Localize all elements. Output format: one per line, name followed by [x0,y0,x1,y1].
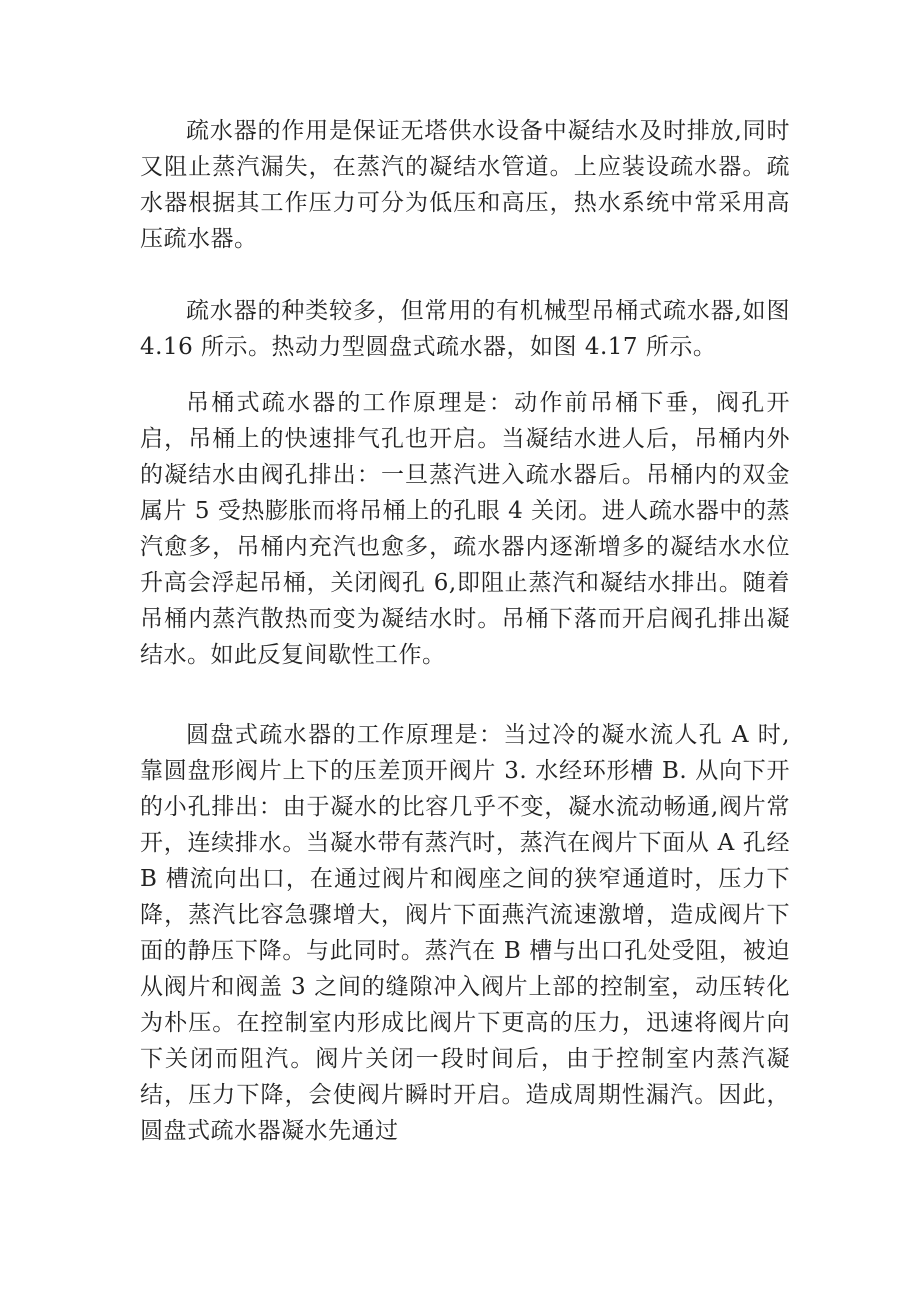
paragraph-steam-trap-types: 疏水器的种类较多，但常用的有机械型吊桶式疏水器,如图4.16 所示。热动力型圆盘式疏水器，如图 4.17 所示。 [140,298,790,360]
paragraph-bucket-trap-principle: 吊桶式疏水器的工作原理是：动作前吊桶下垂，阀孔开启，吊桶上的快速排气孔也开启。当凝结水进人后，吊桶内外的凝结水由阀孔排出：一旦蒸汽进入疏水器后。吊桶内的双金属片 5 受热膨胀而将吊桶上的孔眼 4 关闭。进人疏水器中的蒸汽愈多，吊桶内充汽也愈多，疏水器内逐渐增多的凝结水水位升高会浮起吊桶，关闭阀孔 6,即阻止蒸汽和凝结水排出。随着吊桶内蒸汽散热而变为凝结水时。吊桶下落而开启阀孔排出凝结水。如此反复间歇性工作。 [140,390,790,668]
paragraph-disc-trap-principle: 圆盘式疏水器的工作原理是：当过冷的凝水流人孔 A 时,靠圆盘形阀片上下的压差顶开阀片 3. 水经环形槽 B. 从向下开的小孔排出：由于凝水的比容几乎不变，凝水流动畅通,阀片常开，连续排水。当凝水带有蒸汽时，蒸汽在阀片下面从 A 孔经 B 槽流向出口，在通过阀片和阀座之间的狭窄通道时，压力下降，蒸汽比容急骤增大，阀片下面燕汽流速激增，造成阀片下面的静压下降。与此同时。蒸汽在 B 槽与出口孔处受阻，被迫从阀片和阀盖 3 之间的缝隙冲入阀片上部的控制室，动压转化为朴压。在控制室内形成比阀片下更高的压力，迅速将阀片向下关闭而阻汽。阀片关闭一段时间后，由于控制室内蒸汽凝结，压力下降，会使阀片瞬时开启。造成周期性漏汽。因此，圆盘式疏水器凝水先通过 [140,722,790,1144]
paragraph-steam-trap-purpose: 疏水器的作用是保证无塔供水设备中凝结水及时排放,同时又阻止蒸汽漏失，在蒸汽的凝结水管道。上应装设疏水器。疏水器根据其工作压力可分为低压和高压，热水系统中常采用高压疏水器。 [140,118,790,252]
